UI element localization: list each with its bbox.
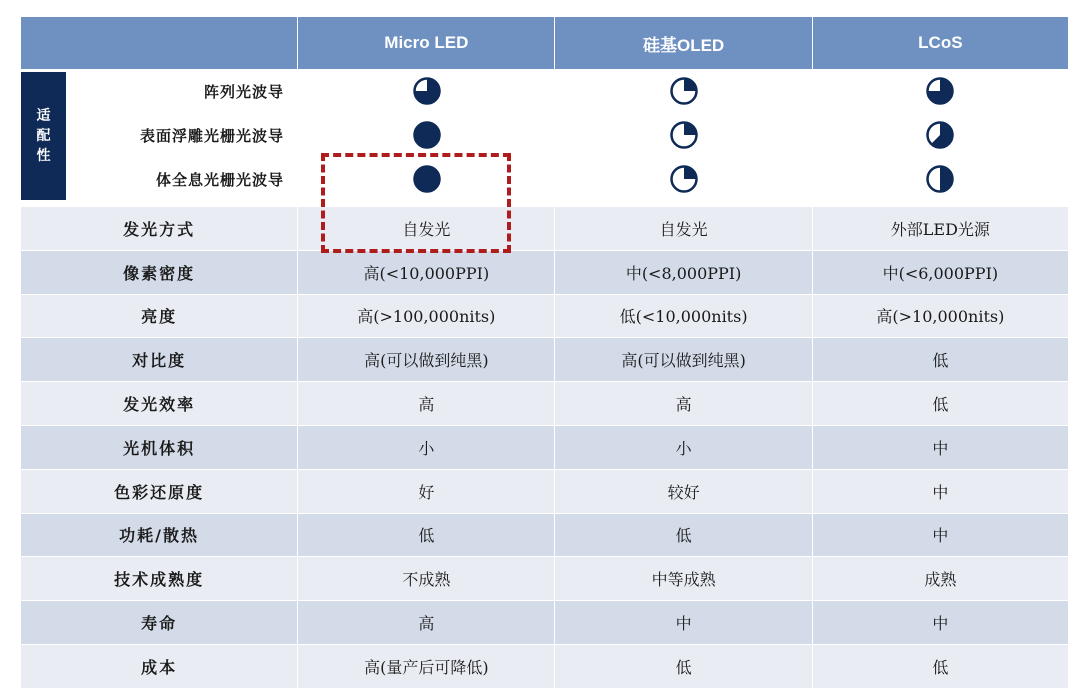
cell-silicon-oled: 较好	[554, 470, 811, 513]
table-row	[21, 469, 1068, 513]
header-lcos: LCoS	[812, 17, 1068, 69]
table-row	[21, 206, 1068, 250]
row-label: 技术成熟度	[21, 557, 297, 600]
suitability-char: 配	[36, 128, 51, 144]
harvey-ball-icon	[925, 120, 955, 150]
table-row	[21, 294, 1068, 338]
suitability-row-label: 阵列光波导	[203, 82, 284, 101]
cell-silicon-oled: 中	[554, 601, 811, 644]
cell-lcos: 中	[812, 426, 1068, 469]
cell-lcos: 中	[812, 601, 1068, 644]
harvey-ball-cell	[555, 113, 812, 157]
row-label: 发光效率	[21, 382, 297, 425]
table-row	[21, 425, 1068, 469]
cell-micro-led: 高	[297, 601, 554, 644]
row-label: 色彩还原度	[21, 470, 297, 513]
harvey-ball-cell	[812, 69, 1068, 113]
cell-silicon-oled: 中等成熟	[554, 557, 811, 600]
cell-micro-led: 不成熟	[297, 557, 554, 600]
table-row	[21, 381, 1068, 425]
suitability-section	[21, 69, 1068, 206]
comparison-table	[21, 17, 1068, 688]
row-label: 像素密度	[21, 251, 297, 294]
row-label: 光机体积	[21, 426, 297, 469]
suitability-row-label: 表面浮雕光栅光波导	[139, 126, 284, 145]
row-label: 发光方式	[21, 207, 297, 250]
cell-silicon-oled: 中(<8,000PPI)	[554, 251, 811, 294]
cell-lcos: 低	[812, 382, 1068, 425]
cell-silicon-oled: 低	[554, 645, 811, 688]
harvey-ball-icon	[412, 120, 442, 150]
cell-micro-led: 自发光	[297, 207, 554, 250]
suitability-char: 适	[36, 108, 51, 124]
cell-micro-led: 好	[297, 470, 554, 513]
cell-silicon-oled: 小	[554, 426, 811, 469]
cell-silicon-oled: 高	[554, 382, 811, 425]
harvey-ball-cell	[555, 157, 812, 201]
harvey-ball-fill	[684, 123, 697, 136]
harvey-ball-cell	[298, 69, 555, 113]
cell-micro-led: 高	[297, 382, 554, 425]
cell-silicon-oled: 低	[554, 514, 811, 557]
data-rows	[21, 206, 1068, 688]
cell-lcos: 高(>10,000nits)	[812, 295, 1068, 338]
cell-silicon-oled: 低(<10,000nits)	[554, 295, 811, 338]
cell-lcos: 中	[812, 514, 1068, 557]
cell-lcos: 低	[812, 645, 1068, 688]
suitability-row	[21, 157, 1068, 201]
cell-micro-led: 高(<10,000PPI)	[297, 251, 554, 294]
cell-lcos: 低	[812, 338, 1068, 381]
table-row	[21, 337, 1068, 381]
highlight-box	[321, 153, 511, 253]
harvey-ball-icon	[925, 164, 955, 194]
harvey-ball-cell	[555, 69, 812, 113]
table-header	[21, 17, 1068, 69]
harvey-ball-icon	[669, 120, 699, 150]
cell-micro-led: 高(量产后可降低)	[297, 645, 554, 688]
cell-lcos: 成熟	[812, 557, 1068, 600]
harvey-ball-fill	[684, 167, 697, 180]
harvey-ball-cell	[812, 113, 1068, 157]
harvey-ball-cell	[298, 113, 555, 157]
table-row	[21, 513, 1068, 557]
cell-micro-led: 高(可以做到纯黑)	[297, 338, 554, 381]
suitability-row	[21, 113, 1068, 157]
cell-silicon-oled: 高(可以做到纯黑)	[554, 338, 811, 381]
header-micro-led: Micro LED	[297, 17, 554, 69]
harvey-ball-icon	[925, 76, 955, 106]
harvey-ball-fill	[684, 79, 697, 92]
harvey-ball-cell	[812, 157, 1068, 201]
table-row	[21, 644, 1068, 688]
harvey-ball-icon	[669, 164, 699, 194]
cell-micro-led: 低	[297, 514, 554, 557]
cell-micro-led: 高(>100,000nits)	[297, 295, 554, 338]
header-blank	[21, 17, 297, 69]
cell-lcos: 外部LED光源	[812, 207, 1068, 250]
row-label: 成本	[21, 645, 297, 688]
cell-silicon-oled: 自发光	[554, 207, 811, 250]
suitability-row-label: 体全息光栅光波导	[155, 170, 284, 189]
harvey-ball-icon	[412, 76, 442, 106]
harvey-ball-fill	[940, 167, 953, 192]
table-row	[21, 556, 1068, 600]
cell-lcos: 中(<6,000PPI)	[812, 251, 1068, 294]
table-row	[21, 250, 1068, 294]
table-row	[21, 600, 1068, 644]
harvey-ball-icon	[669, 76, 699, 106]
suitability-char: 性	[36, 148, 51, 164]
cell-lcos: 中	[812, 470, 1068, 513]
cell-micro-led: 小	[297, 426, 554, 469]
row-label: 对比度	[21, 338, 297, 381]
row-label: 亮度	[21, 295, 297, 338]
row-label: 寿命	[21, 601, 297, 644]
row-label: 功耗/散热	[21, 514, 297, 557]
suitability-row	[21, 69, 1068, 113]
header-silicon-oled: 硅基OLED	[554, 17, 811, 69]
